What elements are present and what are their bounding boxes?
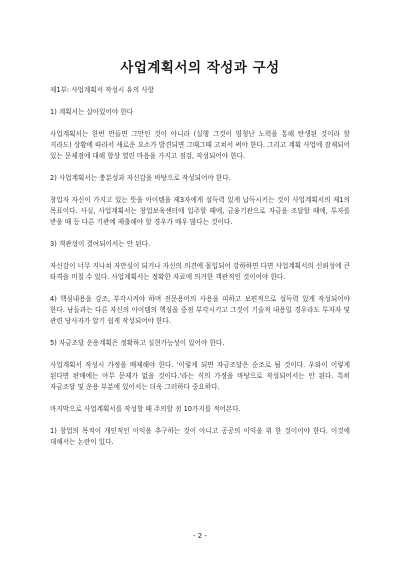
document-title: 사업계획서의 작성과 구성 (120, 60, 280, 76)
item-1-heading: 1) 계획서는 살아있어야 한다 (50, 108, 134, 116)
item-5-heading: 5) 자금조달 운용계획은 정확하고 실현가능성이 있어야 한다. (50, 339, 225, 347)
item-2-body: 창업자 자신이 가지고 있는 뜻을 아이템을 제3자에게 설득력 있게 납득시키는 것이 사업계획서의 제1의 목표이다. 사실, 사업계획서는 창업보육센터에 입주할 때에, 금융기관으로 자금을 조달할 때에, 투자를 받을 때 등 다른 기관에 제출해야 할 경우가 매우 많다는 것이다. (50, 196, 350, 226)
page-number: - 2 - (193, 532, 207, 540)
closing-paragraph: 마지막으로 사업계획서를 작성할 때 주의할 점 10가지를 적어본다. (50, 405, 241, 413)
item-3-heading: 3) 객관성이 결여되어서는 안 된다. (50, 240, 151, 248)
item-1-body: 사업계획서는 한번 만들면 그만인 것이 아니라 (실행 그것이 엄청난 노력을 통해 탄생된 것이라 할 지라도) 상황에 따라서 새로운 요소가 발견되면 그때그때 고쳐서 써야 한다. 그리고 계획 사업에 잠재되어 있는 문제점에 대해 항상 열린 마음을 가지고 점검, 작성되어야 한다. (50, 130, 350, 160)
document-body (50, 85, 350, 459)
item-2-heading: 2) 사업계획서는 충분성과 자신감을 바탕으로 작성되어야 한다. (50, 174, 231, 182)
section-heading: 제1부: 사업계획서 작성시 유의 사항 (50, 86, 154, 94)
item-5-body: 사업계획서 작성시 가정을 배제해야 한다. '이렇게 되면 자금조달은 순조로 될 것이다. 우와이 이렇게 된다면 판매에는 아무 문제가 없을 것이다.'라는 식의 가정을 바탕으로 작성되어서는 안 된다. 특히 자금조달 및 운용 부분에 있어서는 더욱 그러하다 중요하다. (50, 361, 350, 391)
item-3-body: 자신감이 너무 지나쳐 자만심이 되거나 자신의 의견에 몰입되어 강하하면 다면 사업계획서의 신뢰성에 큰 타격을 미칠 수 있다. 사업계획서는 정확한 자료에 의거한 객관적인 것이어야 한다. (50, 262, 350, 281)
item-4-body: 4) 핵심내용을 강조, 부각시켜야 하며 전문용어의 사용을 피하고 보편적으로 설득력 있게 작성되어야 한다. 남들과는 다른 자신의 아이템의 핵심을 중점 부각시키고 그것이 기술적 내용일 경우라도 투자자 및 관련 당사자가 알기 쉽게 작성되어야 한다. (50, 295, 350, 325)
last-item-paragraph: 1) 창업의 목적이 개인적인 이익을 추구하는 것이 아니고 공공의 이익을 위 한 것이어야 한다. 이것에 대해서는 논란이 있다. (50, 427, 350, 446)
